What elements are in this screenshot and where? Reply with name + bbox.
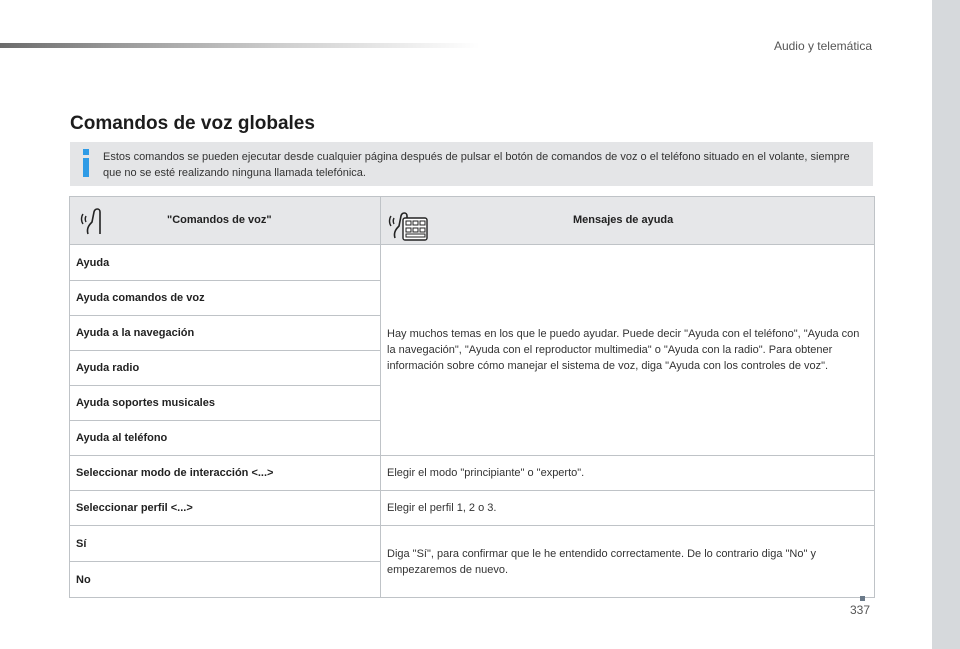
command-cell: Ayuda a la navegación xyxy=(70,316,381,351)
help-message-cell: Hay muchos temas en los que le puedo ayudar. Puede decir "Ayuda con el teléfono", "Ayuda con la navegación", "Ayuda con el reproductor multimedia" o "Ayuda con la radio". Para obtener información sobre cómo manejar el sistema de voz, diga "Ayuda con los controles de voz". xyxy=(381,245,875,456)
table-header-row xyxy=(70,197,875,245)
message-cell: Elegir el perfil 1, 2 o 3. xyxy=(381,491,875,526)
command-cell: Ayuda soportes musicales xyxy=(70,386,381,421)
command-cell: Ayuda xyxy=(70,245,381,281)
header-commands-label: "Comandos de voz" xyxy=(167,214,272,226)
header-messages-label: Mensajes de ayuda xyxy=(573,214,674,226)
command-cell: No xyxy=(70,562,381,598)
table-row xyxy=(70,456,875,491)
page-number: 337 xyxy=(849,603,870,617)
table-row xyxy=(70,491,875,526)
command-cell: Ayuda al teléfono xyxy=(70,421,381,456)
header-messages-cell xyxy=(381,197,875,245)
command-cell: Seleccionar modo de interacción <...> xyxy=(70,456,381,491)
voice-commands-table xyxy=(69,196,875,598)
command-cell: Sí xyxy=(70,526,381,562)
command-cell: Ayuda radio xyxy=(70,351,381,386)
yes-no-message-cell: Diga "Sí", para confirmar que le he entendido correctamente. De lo contrario diga "No" y empezaremos de nuevo. xyxy=(381,526,875,598)
side-bar xyxy=(932,0,960,649)
page-marker xyxy=(860,596,865,601)
command-cell: Seleccionar perfil <...> xyxy=(70,491,381,526)
info-box xyxy=(70,142,873,186)
page-title: Comandos de voz globales xyxy=(70,113,315,134)
section-label: Audio y telemática xyxy=(773,39,872,53)
header-commands-cell xyxy=(70,197,381,245)
command-cell: Ayuda comandos de voz xyxy=(70,281,381,316)
header-gradient-bar xyxy=(0,43,480,48)
table-row xyxy=(70,526,875,562)
info-icon xyxy=(80,149,92,179)
voice-command-icon xyxy=(74,202,114,238)
table-row xyxy=(70,245,875,281)
voice-help-icon xyxy=(385,202,429,242)
info-text: Estos comandos se pueden ejecutar desde cualquier página después de pulsar el botón de comandos de voz o el teléfono situado en el volante, siempre que no se esté realizando ninguna llamada telefónica. xyxy=(103,151,850,179)
message-cell: Elegir el modo "principiante" o "experto". xyxy=(381,456,875,491)
